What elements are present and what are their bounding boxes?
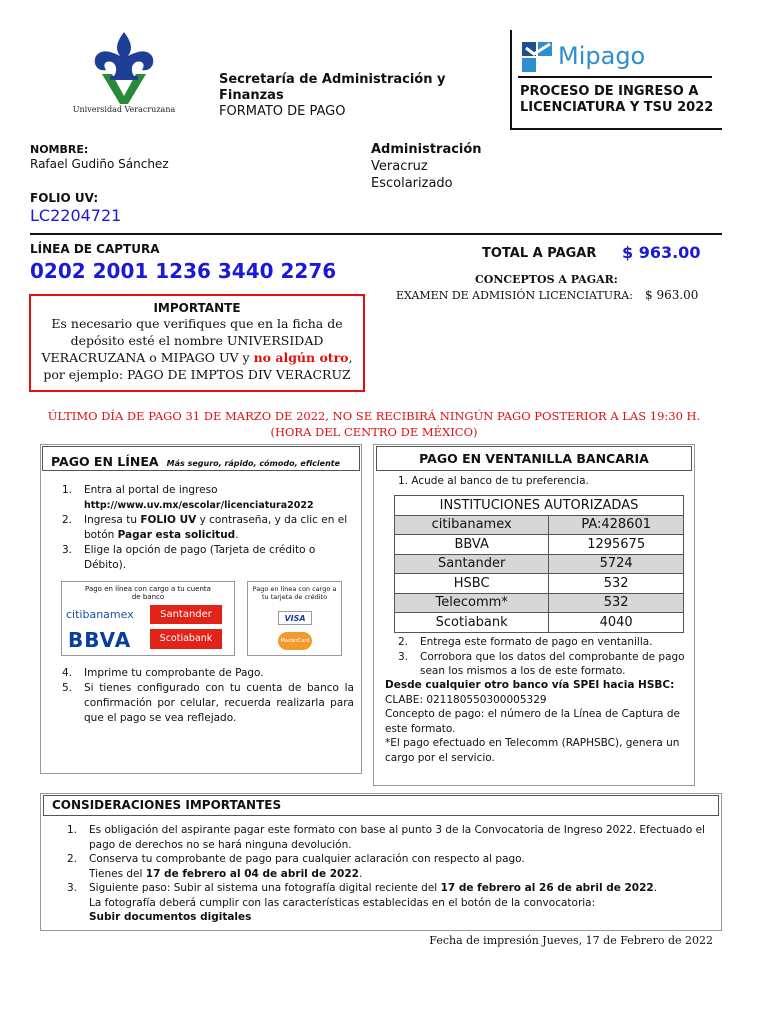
step-number: 3. bbox=[62, 544, 73, 556]
step-text: Entra al portal de ingreso bbox=[84, 484, 218, 496]
important-box bbox=[29, 294, 365, 392]
window-step-1 bbox=[398, 475, 589, 487]
item-number: 2. bbox=[67, 853, 78, 865]
spei-concept: Concepto de pago: el número de la Línea de Captura de este formato. bbox=[385, 708, 680, 735]
window-steps bbox=[398, 635, 686, 679]
deadline-line-1: ÚLTIMO DÍA DE PAGO 31 DE MARZO DE 2022, NO SE RECIBIRÁ NINGÚN PAGO POSTERIOR A LAS 19:30 H. bbox=[47, 409, 701, 423]
bank-ref: 1295675 bbox=[549, 535, 684, 555]
campus-label: Administración bbox=[371, 142, 482, 157]
card-box-caption: Pago en línea con cargo a tu tarjeta de crédito bbox=[252, 585, 337, 601]
santander-logo: Santander bbox=[150, 605, 222, 624]
considerations-header: CONSIDERACIONES IMPORTANTES bbox=[43, 795, 719, 816]
step-number: 1. bbox=[62, 484, 73, 496]
student-name: Rafael Gudiño Sánchez bbox=[30, 157, 169, 171]
mipago-divider bbox=[518, 76, 712, 78]
folio-uv-bold: FOLIO UV bbox=[140, 514, 197, 526]
step-number: 4. bbox=[62, 667, 73, 679]
divider bbox=[30, 233, 722, 235]
step-text: Acude al banco de tu preferencia. bbox=[411, 475, 589, 487]
online-payment-header bbox=[42, 446, 360, 471]
mipago-logo bbox=[520, 40, 670, 74]
step-number: 2. bbox=[398, 636, 409, 648]
format-label: FORMATO DE PAGO bbox=[219, 104, 346, 119]
telecomm-note: *El pago efectuado en Telecomm (RAPHSBC), genera un cargo por el servicio. bbox=[385, 737, 680, 764]
campus-mode: Escolarizado bbox=[371, 176, 453, 191]
process-title: PROCESO DE INGRESO A LICENCIATURA Y TSU 2022 bbox=[520, 84, 714, 115]
concepts-label: CONCEPTOS A PAGAR: bbox=[475, 273, 618, 286]
campus-city: Veracruz bbox=[371, 159, 428, 174]
important-text bbox=[31, 315, 363, 383]
bank-logos-box bbox=[61, 581, 235, 656]
citibanamex-logo: citibanamex bbox=[66, 608, 134, 621]
item-text: Es obligación del aspirante pagar este formato con base al punto 3 de la Convocatoria de Ingreso 2022. Efectuado el pago de derechos no se hará ninguna devolución. bbox=[89, 824, 705, 851]
online-step-4 bbox=[62, 666, 354, 681]
bank-ref: 5724 bbox=[549, 554, 684, 574]
date-range-bold: 17 de febrero al 04 de abril de 2022 bbox=[145, 867, 359, 880]
capture-label: LÍNEA DE CAPTURA bbox=[30, 242, 160, 256]
important-text-red: no algún otro bbox=[253, 350, 349, 365]
step-text: Corrobora que los datos del comprobante de pago sean los mismos a los de este formato. bbox=[420, 650, 685, 677]
item-text: Tienes del bbox=[89, 867, 146, 880]
mastercard-logo: MasterCard bbox=[278, 632, 312, 650]
print-date: Fecha de impresión Jueves, 17 de Febrero de 2022 bbox=[429, 934, 713, 947]
window-step-3 bbox=[398, 650, 686, 679]
visa-logo: VISA bbox=[278, 611, 312, 625]
bank-box-caption: Pago en línea con cargo a tu cuenta de banco bbox=[85, 585, 211, 601]
spei-title: Desde cualquier otro banco vía SPEI hacia HSBC: bbox=[385, 679, 675, 691]
step-number: 1. bbox=[398, 475, 409, 487]
item-number: 3. bbox=[67, 882, 78, 894]
bank-name: HSBC bbox=[395, 574, 549, 594]
important-text-b: , por ejemplo: PAGO DE IMPTOS DIV VERACRUZ bbox=[43, 350, 353, 382]
consideration-3 bbox=[67, 881, 717, 925]
deadline-notice bbox=[20, 408, 728, 440]
item-text: Siguiente paso: Subir al sistema una fotografía digital reciente del bbox=[89, 882, 441, 894]
step-number: 5. bbox=[62, 682, 73, 694]
item-text: . bbox=[653, 882, 658, 894]
mipago-mark-icon bbox=[520, 40, 554, 74]
item-text: . bbox=[358, 867, 363, 880]
bank-name: Santander bbox=[395, 554, 549, 574]
card-logos-box bbox=[247, 581, 342, 656]
bank-name: BBVA bbox=[395, 535, 549, 555]
bank-window-header: PAGO EN VENTANILLA BANCARIA bbox=[376, 446, 692, 471]
deadline-line-2: (HORA DEL CENTRO DE MÉXICO) bbox=[270, 425, 478, 439]
item-text: La fotografía deberá cumplir con las características establecidas en el botón de la convocatoria: bbox=[89, 896, 596, 909]
bank-ref: 532 bbox=[549, 574, 684, 594]
step-text: y contraseña, y da clic en el botón bbox=[84, 514, 348, 541]
spei-info bbox=[385, 678, 685, 765]
total-label: TOTAL A PAGAR bbox=[482, 246, 597, 261]
scotiabank-logo: Scotiabank bbox=[150, 629, 222, 649]
bank-ref: 532 bbox=[549, 593, 684, 613]
step-number: 2. bbox=[62, 514, 73, 526]
concept-name: EXAMEN DE ADMISIÓN LICENCIATURA: bbox=[396, 289, 633, 302]
important-text-a: Es necesario que verifiques que en la ficha de depósito esté el nombre UNIVERSIDAD VERACRUZANA o MIPAGO UV y bbox=[41, 316, 343, 365]
folio-label: FOLIO UV: bbox=[30, 191, 99, 205]
upload-documents-link[interactable]: Subir documentos digitales bbox=[89, 911, 252, 923]
bank-name: Telecomm* bbox=[395, 593, 549, 613]
uv-flower-icon bbox=[62, 30, 186, 104]
mipago-wordmark: Mipago bbox=[558, 42, 646, 70]
online-step-1 bbox=[62, 483, 354, 513]
consideration-2 bbox=[67, 852, 717, 881]
online-step-3 bbox=[62, 543, 354, 573]
capture-line: 0202 2001 1236 3440 2276 bbox=[30, 259, 337, 283]
online-steps-2 bbox=[62, 666, 354, 726]
step-text: Si tienes configurado con tu cuenta de banco la confirmación por celular, recuerda realizarla para que el pago se vea reflejado. bbox=[84, 682, 354, 724]
online-payment-title: PAGO EN LÍNEA bbox=[51, 454, 159, 469]
step-number: 3. bbox=[398, 650, 409, 663]
important-title: IMPORTANTE bbox=[153, 301, 241, 315]
pay-request-bold: Pagar esta solicitud bbox=[117, 529, 236, 541]
considerations-list bbox=[67, 823, 717, 925]
step-text: Ingresa tu bbox=[84, 514, 141, 526]
online-step-2 bbox=[62, 513, 354, 543]
bbva-logo: BBVA bbox=[68, 628, 132, 652]
item-text: Conserva tu comprobante de pago para cualquier aclaración con respecto al pago. bbox=[89, 853, 525, 865]
logo-caption: Universidad Veracruzana bbox=[72, 105, 176, 114]
bank-ref: PA:428601 bbox=[549, 515, 684, 535]
bank-name: citibanamex bbox=[395, 515, 549, 535]
consideration-1 bbox=[67, 823, 717, 852]
online-step-5 bbox=[62, 681, 354, 726]
concept-amount: $ 963.00 bbox=[645, 288, 699, 302]
window-step-2 bbox=[398, 635, 686, 650]
step-text: Elige la opción de pago (Tarjeta de crédito o Débito). bbox=[84, 544, 316, 571]
online-steps bbox=[62, 483, 354, 573]
institutions-table bbox=[394, 495, 684, 633]
name-label: NOMBRE: bbox=[30, 143, 89, 156]
step-text: Imprime tu comprobante de Pago. bbox=[84, 667, 264, 679]
total-amount: $ 963.00 bbox=[622, 243, 701, 262]
date-range-bold: 17 de febrero al 26 de abril de 2022 bbox=[440, 882, 654, 894]
clabe: CLABE: 021180550300005329 bbox=[385, 693, 547, 706]
bank-ref: 4040 bbox=[549, 613, 684, 633]
step-text: Entrega este formato de pago en ventanilla. bbox=[420, 636, 653, 648]
institutions-header: INSTITUCIONES AUTORIZADAS bbox=[395, 496, 684, 516]
department-title: Secretaría de Administración y Finanzas bbox=[219, 72, 446, 103]
step-text: . bbox=[235, 529, 239, 541]
folio-value: LC2204721 bbox=[30, 206, 122, 225]
portal-link[interactable]: http://www.uv.mx/escolar/licenciatura2022 bbox=[84, 500, 314, 511]
bank-name: Scotiabank bbox=[395, 613, 549, 633]
item-number: 1. bbox=[67, 824, 78, 836]
online-payment-subtitle: Más seguro, rápido, cómodo, eficiente bbox=[166, 459, 341, 468]
